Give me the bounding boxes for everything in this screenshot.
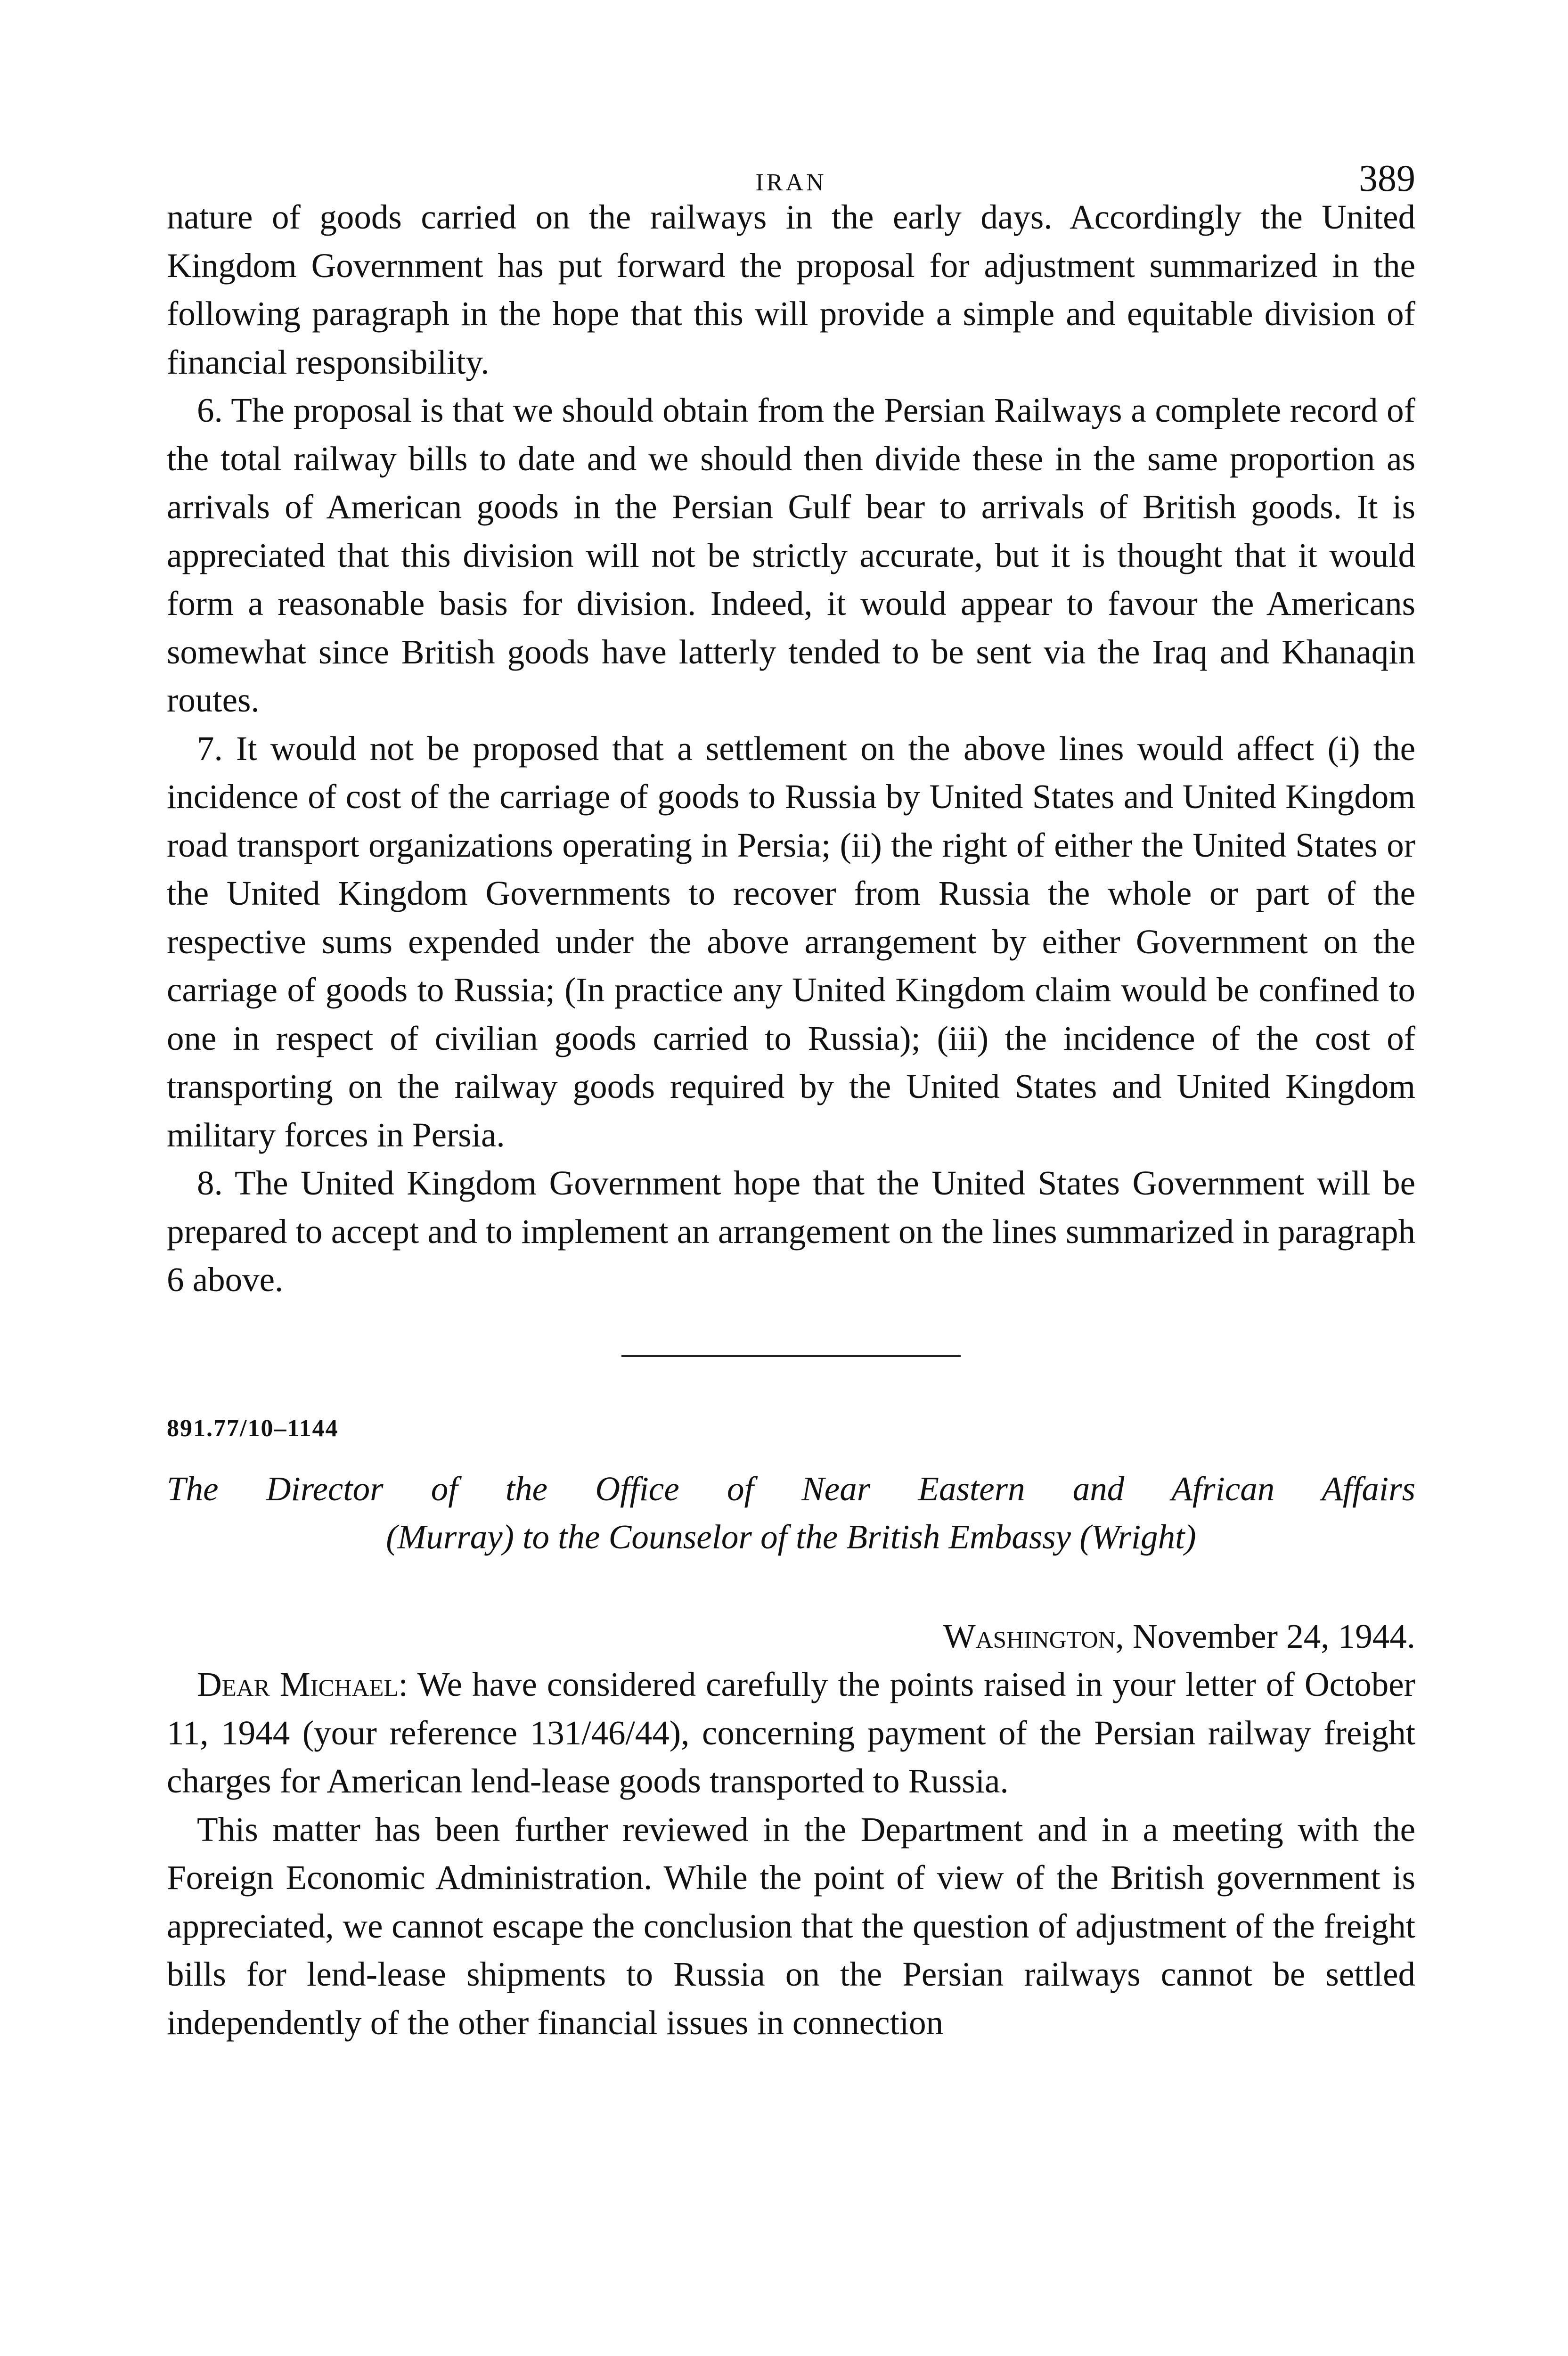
paragraph-8: 8. The United Kingdom Government hope that the United States Government will be prepared to accept and to implement an arrangement on the lines summarized in paragraph 6 above.: [167, 1164, 1415, 1299]
dateline-city: Washington,: [943, 1617, 1124, 1655]
paragraph-6: 6. The proposal is that we should obtain from the Persian Railways a complete record of the total railway bills to date and we should then divide these in the same proportion as arrivals of American goods in the Persian Gulf bear to arrivals of British goods. It is appreciated that this division will not be strictly accurate, but it is thought that it would form a reasonable basis for division. Indeed, it would appear to favour the Americans somewhat since British goods have latterly tended to be sent via the Iraq and Khanaqin routes.: [167, 391, 1415, 719]
letter-paragraph-1-body: We have considered carefully the points raised in your letter of October 11, 1944 (your reference 131/46/44), concerning payment of the Persian railway freight charges for American lend-lease goods transported to Russia.: [167, 1665, 1415, 1800]
page-number: 389: [1359, 158, 1415, 199]
document-title-line-1: The Director of the Office of Near Eastern and African Affairs: [167, 1469, 1415, 1508]
dateline: [167, 1612, 1415, 1661]
dateline-date: November 24, 1944.: [1124, 1617, 1415, 1655]
section-divider: [621, 1355, 961, 1357]
paragraph-continued: nature of goods carried on the railways in the early days. Accordingly the United Kingdom Government has put forward the proposal for adjustment summarized in the following paragraph in the hope that this will provide a simple and equitable division of financial responsibility.: [167, 198, 1415, 381]
letter-paragraph-1: [167, 1661, 1415, 1806]
running-title: IRAN: [755, 169, 827, 196]
file-number: 891.77/10–1144: [167, 1415, 339, 1442]
letter-paragraph-2: This matter has been further reviewed in the Department and in a meeting with the Foreign Economic Administration. While the point of view of the British government is appreciated, we cannot escape the conclusion that the question of adjustment of the freight bills for lend-lease shipments to Russia on the Persian railways cannot be settled independently of the other financial issues in connection: [167, 1810, 1415, 2042]
document-title-line-2: (Murray) to the Counselor of the British Embassy (Wright): [386, 1518, 1196, 1556]
running-head: [167, 141, 1415, 199]
document-page: [167, 141, 1415, 2047]
paragraph-7: 7. It would not be proposed that a settlement on the above lines would affect (i) the incidence of cost of the carriage of goods to Russia by United States and United Kingdom road transport organizations operating in Persia; (ii) the right of either the United States or the United Kingdom Governments to recover from Russia the whole or part of the respective sums expended under the above arrangement by either Government on the carriage of goods to Russia; (In practice any United Kingdom claim would be confined to one in respect of civilian goods carried to Russia); (iii) the incidence of the cost of transporting on the railway goods required by the United States and United Kingdom military forces in Persia.: [167, 729, 1415, 1154]
document-title: [167, 1465, 1415, 1562]
salutation: Dear Michael:: [197, 1665, 408, 1703]
